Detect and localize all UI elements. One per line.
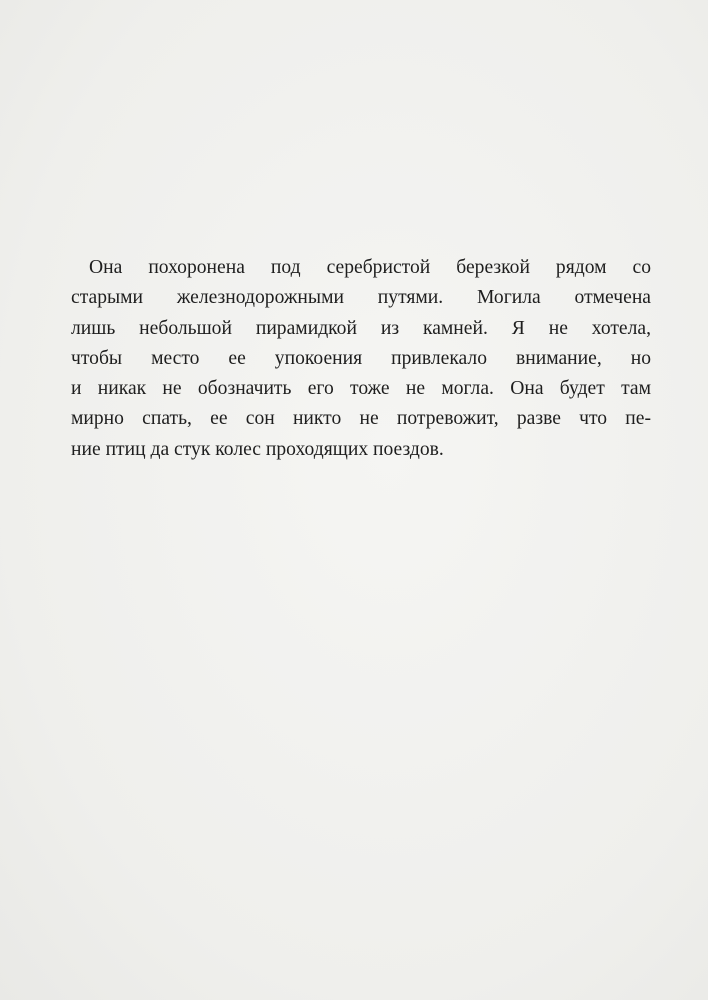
paragraph-line-1: Она похоронена под серебристой березкой рядом со	[89, 257, 651, 278]
paragraph-line-6: мирно спать, ее сон никто не потревожит, разве что пе-	[71, 408, 651, 430]
paragraph	[71, 253, 651, 465]
paragraph-line-7: ние птиц да стук колес проходящих поездов.	[71, 438, 444, 460]
paragraph-line-3: лишь небольшой пирамидкой из камней. Я не хотела,	[71, 317, 651, 339]
paragraph-line-4: чтобы место ее упокоения привлекало внимание, но	[71, 347, 651, 369]
paragraph-line-5: и никак не обозначить его тоже не могла. Она будет там	[71, 378, 651, 400]
paragraph-line-2: старыми железнодорожными путями. Могила отмечена	[71, 287, 651, 309]
